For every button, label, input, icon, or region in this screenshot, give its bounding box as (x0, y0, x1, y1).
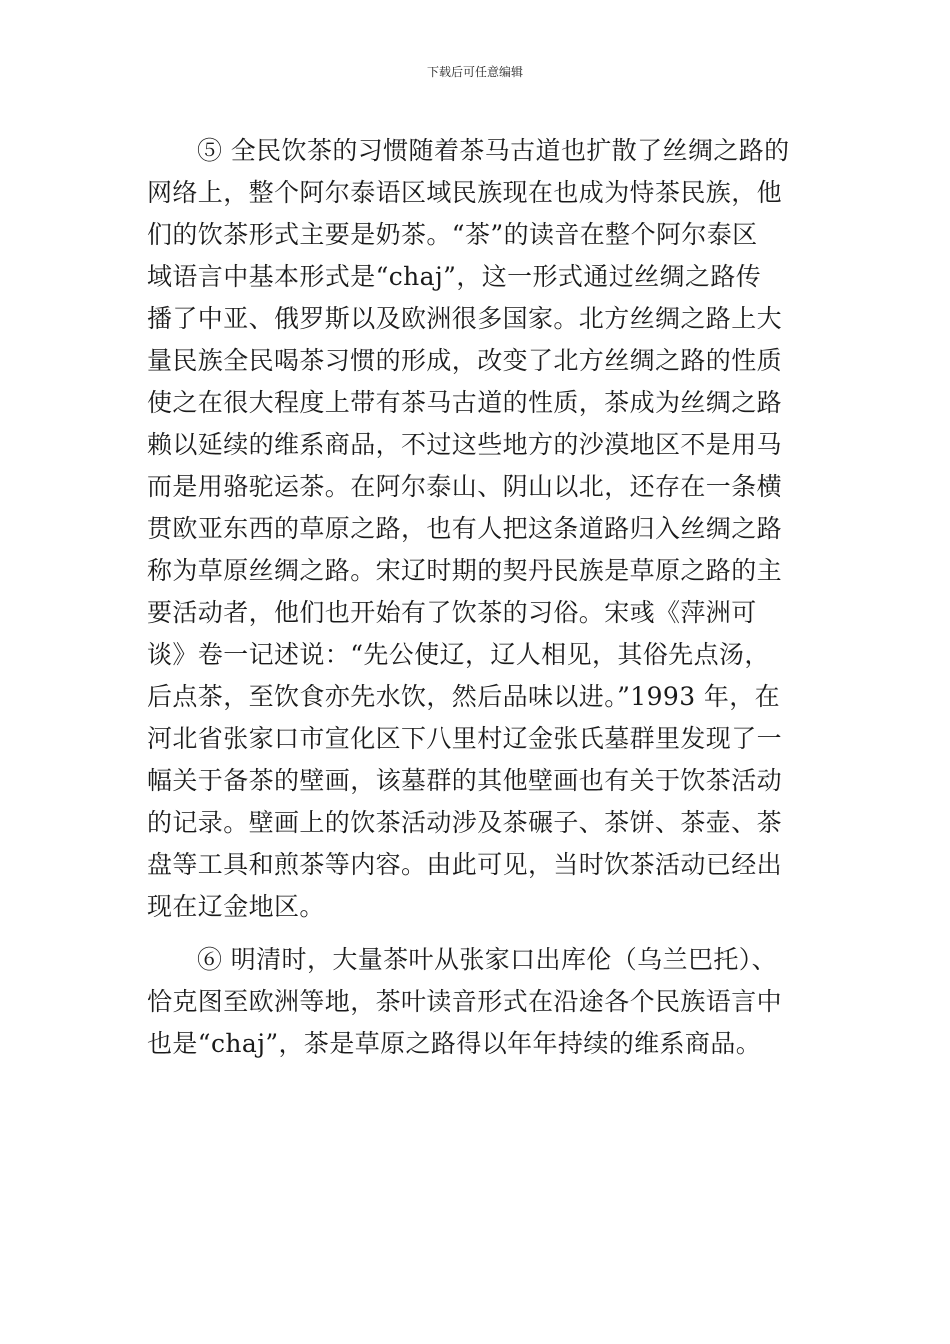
paragraph-line: 的记录。壁画上的饮茶活动涉及茶碾子、茶饼、茶壶、茶 (147, 808, 783, 837)
paragraph-line: 恰克图至欧洲等地，茶叶读音形式在沿途各个民族语言中 (147, 987, 783, 1016)
paragraph-line: 播了中亚、俄罗斯以及欧洲很多国家。北方丝绸之路上大 (147, 304, 783, 333)
document-body (147, 130, 807, 1065)
paragraph-line: 域语言中基本形式是“chaj”，这一形式通过丝绸之路传 (147, 262, 762, 291)
paragraph-line: 盘等工具和煎茶等内容。由此可见，当时饮茶活动已经出 (147, 850, 783, 879)
paragraph-line: 也是“chaj”，茶是草原之路得以年年持续的维系商品。 (147, 1029, 762, 1058)
paragraph-6 (147, 939, 807, 1065)
paragraph-line: 后点茶，至饮食亦先水饮，然后品味以进。”1993 年，在 (147, 682, 781, 711)
paragraph-line: 而是用骆驼运茶。在阿尔泰山、阴山以北，还存在一条横 (147, 472, 783, 501)
page-header: 下载后可任意编辑 (426, 65, 523, 79)
paragraph-line: 现在辽金地区。 (147, 892, 325, 921)
paragraph-line: 量民族全民喝茶习惯的形成，改变了北方丝绸之路的性质 (147, 346, 783, 375)
paragraph-line: 称为草原丝绸之路。宋辽时期的契丹民族是草原之路的主 (147, 556, 783, 585)
paragraph-line: 使之在很大程度上带有茶马古道的性质，茶成为丝绸之路 (147, 388, 783, 417)
paragraph-line: ⑤ 全民饮茶的习惯随着茶马古道也扩散了丝绸之路的 (197, 136, 790, 165)
paragraph-line: 幅关于备茶的壁画，该墓群的其他壁画也有关于饮茶活动 (147, 766, 783, 795)
paragraph-line: ⑥ 明清时，大量茶叶从张家口出库伦（乌兰巴托）、 (197, 945, 778, 974)
paragraph-line: 要活动者，他们也开始有了饮茶的习俗。宋彧《萍洲可 (147, 598, 757, 627)
paragraph-line: 河北省张家口市宣化区下八里村辽金张氏墓群里发现了一 (147, 724, 783, 753)
paragraph-5 (147, 130, 807, 928)
paragraph-line: 谈》卷一记述说：“先公使辽，辽人相见，其俗先点汤， (147, 640, 770, 669)
paragraph-line: 网络上，整个阿尔泰语区域民族现在也成为恃茶民族，他 (147, 178, 783, 207)
paragraph-line: 们的饮茶形式主要是奶茶。“茶”的读音在整个阿尔泰区 (147, 220, 758, 249)
paragraph-line: 赖以延续的维系商品，不过这些地方的沙漠地区不是用马 (147, 430, 783, 459)
paragraph-line: 贯欧亚东西的草原之路，也有人把这条道路归入丝绸之路 (147, 514, 783, 543)
